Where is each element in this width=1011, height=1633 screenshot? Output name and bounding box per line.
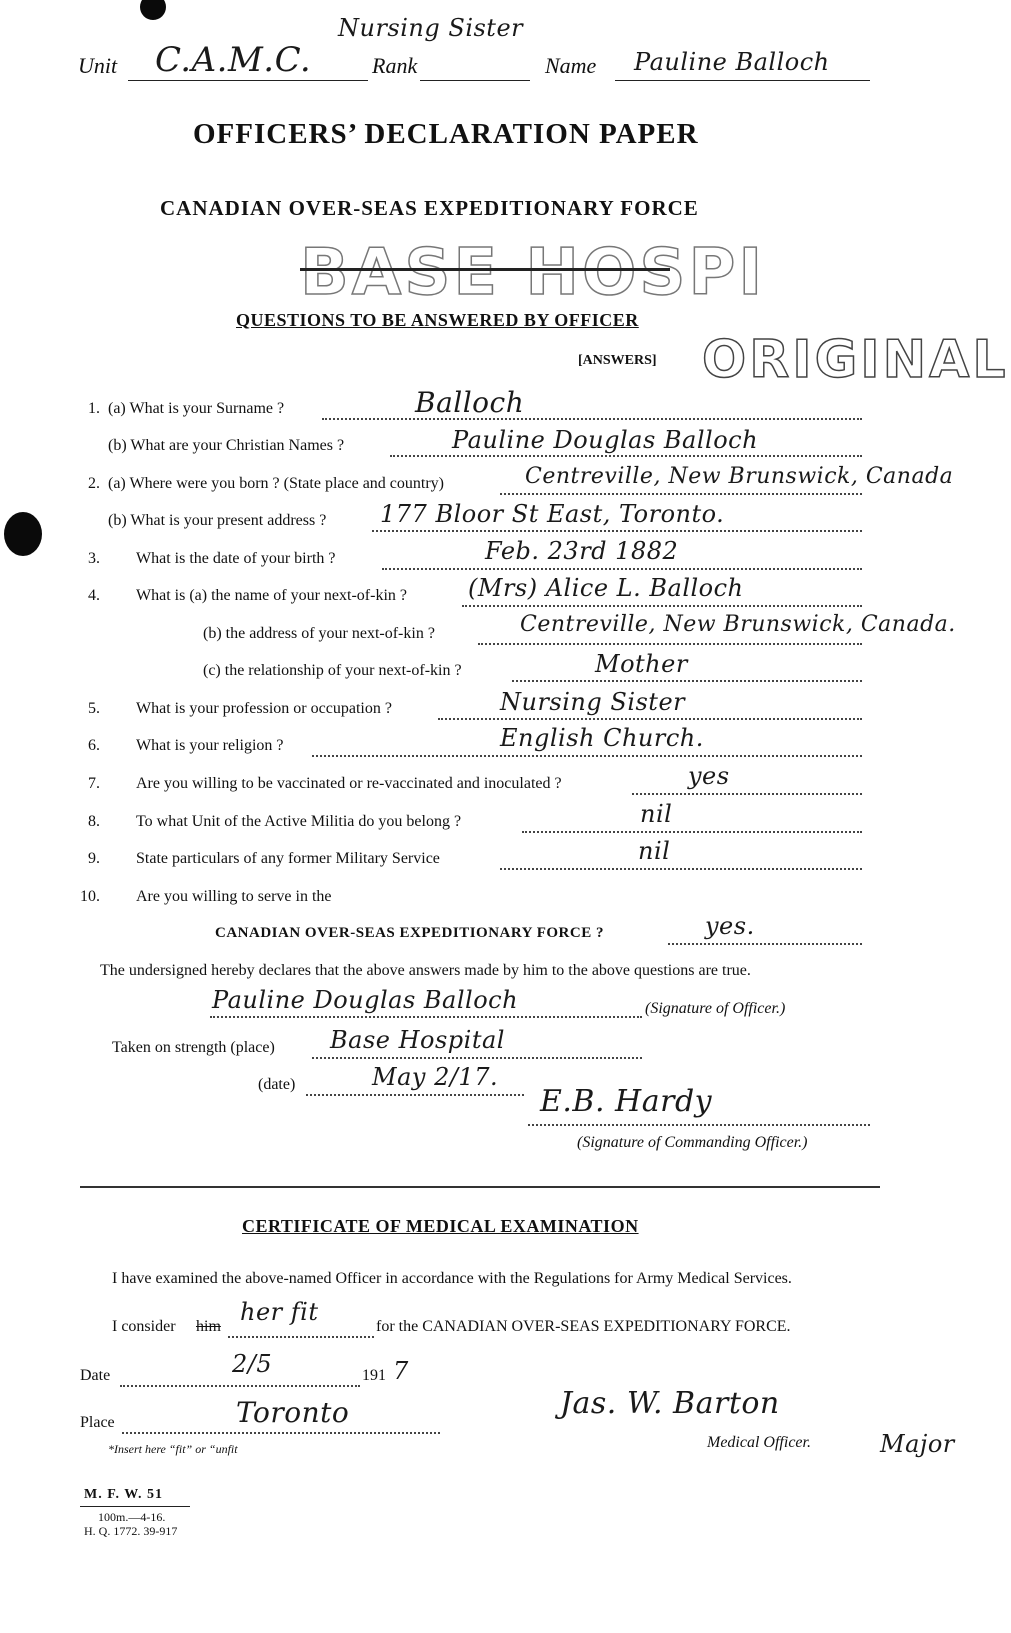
answer-dots xyxy=(478,643,862,645)
answer-occupation: Nursing Sister xyxy=(500,688,686,716)
question-label: Are you willing to be vaccinated or re-vaccinated and inoculated ? xyxy=(136,775,562,792)
question-number: 1. xyxy=(88,400,100,417)
answer-dots xyxy=(306,1094,524,1096)
unit-value: C.A.M.C. xyxy=(155,40,312,80)
question-label: State particulars of any former Military Service xyxy=(136,850,440,867)
medical-date: 2/5 xyxy=(232,1350,273,1378)
co-signature-dots xyxy=(528,1124,870,1126)
medical-place: Toronto xyxy=(236,1396,350,1429)
answers-label: [ANSWERS] xyxy=(578,353,657,368)
strength-label: Taken on strength (place) xyxy=(112,1039,275,1056)
question-label: What is your profession or occupation ? xyxy=(136,700,392,717)
answer-dots xyxy=(438,718,862,720)
answer-dots xyxy=(312,755,862,757)
co-signature: E.B. Hardy xyxy=(540,1084,713,1119)
form-print-run: 100m.—4-16. xyxy=(98,1510,166,1524)
answer-dots xyxy=(312,1057,642,1059)
answer-dots xyxy=(668,943,862,945)
question-label: What is your religion ? xyxy=(136,737,284,754)
punch-hole-middle xyxy=(4,512,42,556)
officer-signature-label: (Signature of Officer.) xyxy=(645,1000,786,1017)
question-number: 9. xyxy=(88,850,100,867)
question-number: 5. xyxy=(88,700,100,717)
medical-officer-signature: Jas. W. Barton xyxy=(560,1386,780,1421)
form-code: M. F. W. 51 xyxy=(84,1487,163,1502)
medical-officer-rank: Major xyxy=(880,1430,955,1458)
unit-label: Unit xyxy=(78,53,118,78)
answer-willing-to-serve: yes. xyxy=(705,912,755,940)
answer-dots xyxy=(322,418,862,420)
answer-birthdate: Feb. 23rd 1882 xyxy=(485,537,679,565)
answer-christian-names: Pauline Douglas Balloch xyxy=(452,426,759,454)
name-underline xyxy=(615,80,870,81)
declaration-text: The undersigned hereby declares that the above answers made by him to the above questions are true. xyxy=(100,962,751,979)
force-title: CANADIAN OVER-SEAS EXPEDITIONARY FORCE xyxy=(160,196,699,220)
q10-force-label: CANADIAN OVER-SEAS EXPEDITIONARY FORCE ? xyxy=(215,925,604,941)
medical-year-printed: 191 xyxy=(362,1367,386,1384)
form-code-underline xyxy=(80,1506,190,1507)
officer-signature: Pauline Douglas Balloch xyxy=(212,986,519,1014)
answer-religion: English Church. xyxy=(500,724,704,752)
answer-dots xyxy=(228,1336,374,1338)
question-number: 8. xyxy=(88,813,100,830)
question-label: (c) the relationship of your next-of-kin ? xyxy=(203,662,462,679)
form-title: OFFICERS’ DECLARATION PAPER xyxy=(193,118,699,150)
strength-place: Base Hospital xyxy=(330,1026,505,1054)
name-value: Pauline Balloch xyxy=(634,48,830,76)
base-hospital-stamp: BASE HOSPI xyxy=(300,236,766,310)
footnote: *Insert here “fit” or “unfit xyxy=(108,1442,238,1456)
form-hq-ref: H. Q. 1772. 39-917 xyxy=(84,1524,178,1538)
strength-date-label: (date) xyxy=(258,1076,296,1093)
question-label: (b) What is your present address ? xyxy=(108,512,327,529)
medical-title: CERTIFICATE OF MEDICAL EXAMINATION xyxy=(242,1216,639,1236)
answer-dots xyxy=(500,868,862,870)
answer-next-of-kin: (Mrs) Alice L. Balloch xyxy=(468,574,744,602)
question-label: (a) Where were you born ? (State place and country) xyxy=(108,475,444,492)
consider-prefix: I consider xyxy=(112,1318,176,1335)
question-number: 7. xyxy=(88,775,100,792)
answer-relationship: Mother xyxy=(595,650,688,678)
consider-suffix: for the CANADIAN OVER-SEAS EXPEDITIONARY FORCE. xyxy=(376,1318,791,1335)
header-row xyxy=(0,0,1011,90)
co-signature-label: (Signature of Commanding Officer.) xyxy=(577,1134,808,1151)
answer-military-service: nil xyxy=(638,837,671,865)
answer-dots xyxy=(122,1432,440,1434)
strength-date: May 2/17. xyxy=(372,1063,499,1091)
signature-dots xyxy=(210,1016,642,1018)
question-number: 10. xyxy=(80,888,100,905)
answer-birthplace: Centreville, New Brunswick, Canada xyxy=(525,464,954,489)
unit-underline xyxy=(128,80,368,81)
answer-dots xyxy=(512,680,862,682)
question-label: What is (a) the name of your next-of-kin ? xyxy=(136,587,408,604)
original-stamp: ORIGINAL xyxy=(702,330,1009,390)
answer-dots xyxy=(462,605,862,607)
consider-struck: him xyxy=(196,1318,221,1335)
consider-value: her fit xyxy=(240,1298,319,1326)
question-label: Are you willing to serve in the xyxy=(136,888,332,905)
medical-date-label: Date xyxy=(80,1367,111,1384)
question-label: (b) the address of your next-of-kin ? xyxy=(203,625,435,642)
answer-address: 177 Bloor St East, Toronto. xyxy=(380,500,725,528)
medical-place-label: Place xyxy=(80,1414,115,1431)
answer-kin-address: Centreville, New Brunswick, Canada. xyxy=(520,612,956,637)
question-number: 3. xyxy=(88,550,100,567)
answer-vaccinated: yes xyxy=(688,762,730,790)
rank-value: Nursing Sister xyxy=(338,14,524,42)
medical-officer-label: Medical Officer. xyxy=(707,1434,811,1451)
answer-dots xyxy=(372,530,862,532)
rank-underline xyxy=(420,80,530,81)
question-label: To what Unit of the Active Militia do you belong ? xyxy=(136,813,462,830)
answer-dots xyxy=(382,568,862,570)
question-number: 4. xyxy=(88,587,100,604)
question-number: 2. xyxy=(88,475,100,492)
name-label: Name xyxy=(545,53,597,78)
answer-militia: nil xyxy=(640,800,673,828)
answer-dots xyxy=(632,793,862,795)
answer-dots xyxy=(390,455,862,457)
rank-label: Rank xyxy=(372,53,418,78)
question-label: (b) What are your Christian Names ? xyxy=(108,437,345,454)
answer-dots xyxy=(120,1385,360,1387)
answer-dots xyxy=(500,493,862,495)
stamp-strike xyxy=(300,268,670,271)
question-label: (a) What is your Surname ? xyxy=(108,400,285,417)
medical-line1: I have examined the above-named Officer in accordance with the Regulations for Army Medical Services. xyxy=(112,1270,792,1287)
question-label: What is the date of your birth ? xyxy=(136,550,336,567)
section-divider xyxy=(80,1186,880,1188)
question-number: 6. xyxy=(88,737,100,754)
medical-year-hand: 7 xyxy=(393,1357,409,1385)
questions-heading: QUESTIONS TO BE ANSWERED BY OFFICER xyxy=(236,310,639,330)
answer-surname: Balloch xyxy=(415,386,525,419)
answer-dots xyxy=(522,831,862,833)
